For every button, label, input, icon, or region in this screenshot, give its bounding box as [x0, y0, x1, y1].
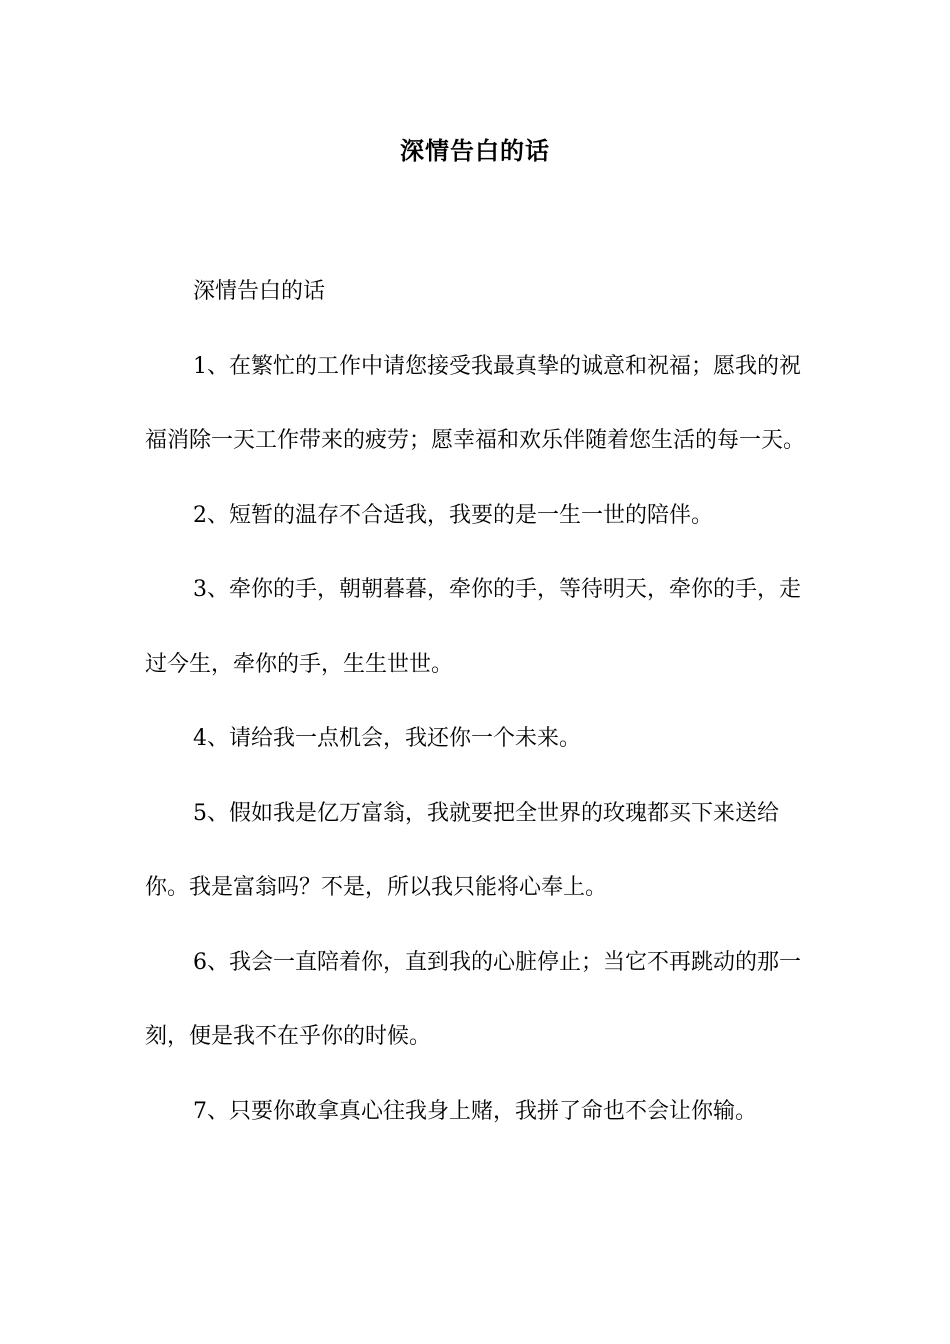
paragraph-6: 6、我会一直陪着你，直到我的心脏停止；当它不再跳动的那一刻，便是我不在乎你的时候。	[145, 949, 801, 1049]
paragraph-1: 1、在繁忙的工作中请您接受我最真挚的诚意和祝福；愿我的祝福消除一天工作带来的疲劳；愿幸福和欢乐伴随着您生活的每一天。	[145, 353, 806, 453]
paragraph-2: 2、短暂的温存不合适我，我要的是一生一世的陪伴。	[193, 502, 713, 528]
paragraph-4: 4、请给我一点机会，我还你一个未来。	[193, 726, 581, 751]
paragraph-7: 7、只要你敢拿真心往我身上赌，我拼了命也不会让你输。	[193, 1098, 757, 1124]
document-body	[145, 255, 810, 1149]
document-title: 深情告白的话	[400, 137, 550, 165]
paragraph-5: 5、假如我是亿万富翁，我就要把全世界的玫瑰都买下来送给你。我是富翁吗？不是，所以我只能将心奉上。	[145, 800, 779, 900]
paragraph-3: 3、牵你的手，朝朝暮暮，牵你的手，等待明天，牵你的手，走过今生，牵你的手，生生世世。	[145, 577, 801, 677]
paragraph-heading: 深情告白的话	[193, 279, 326, 304]
